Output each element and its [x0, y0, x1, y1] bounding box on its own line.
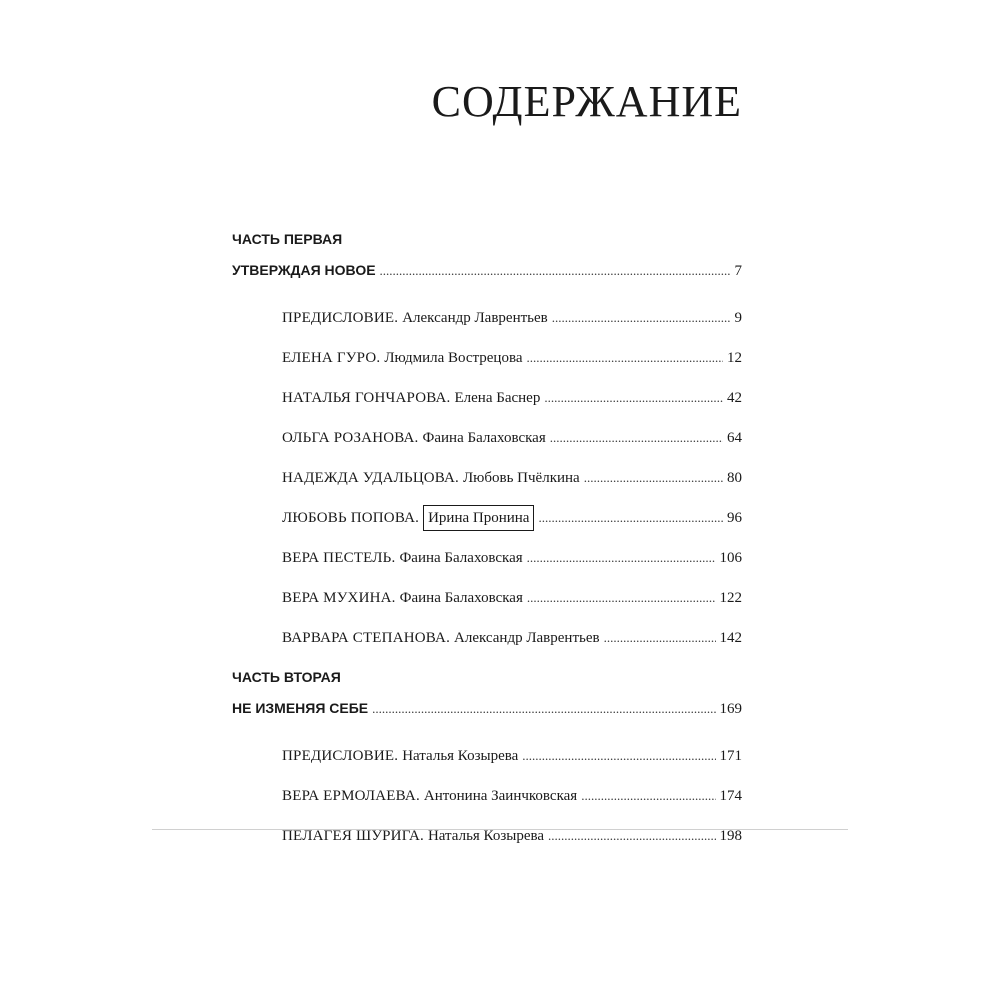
page-number: 174	[719, 788, 742, 804]
toc-entry[interactable]	[282, 338, 742, 378]
toc-entry[interactable]	[282, 618, 742, 658]
part-two	[232, 662, 742, 856]
toc-entry[interactable]	[282, 298, 742, 338]
toc-entry[interactable]	[282, 578, 742, 618]
entry-author-selected[interactable]: Ирина Пронина	[423, 505, 534, 531]
page-number: 106	[719, 550, 742, 566]
entry-author: Фаина Балаховская	[422, 430, 546, 446]
entry-author: Антонина Заинчковская	[423, 788, 578, 804]
dot-leader	[548, 816, 715, 856]
page-number: 9	[734, 310, 742, 326]
page-number: 198	[719, 828, 742, 844]
entry-author: Людмила Вострецова	[384, 350, 523, 366]
dot-leader	[380, 255, 731, 286]
dot-leader	[538, 498, 723, 538]
page-number: 169	[719, 701, 742, 717]
page-number: 142	[719, 630, 742, 646]
toc-entry[interactable]	[282, 418, 742, 458]
entry-title: ПЕЛАГЕЯ ШУРИГА.	[282, 828, 424, 844]
dot-leader	[584, 458, 723, 498]
entry-author: Наталья Козырева	[427, 828, 545, 844]
page-number: 12	[727, 350, 742, 366]
entry-title: ВЕРА МУХИНА.	[282, 590, 396, 606]
entry-title: ПРЕДИСЛОВИЕ.	[282, 310, 399, 326]
part-subtitle: УТВЕРЖДАЯ НОВОЕ	[232, 262, 376, 278]
table-of-contents	[232, 224, 742, 856]
entry-author: Фаина Балаховская	[399, 550, 523, 566]
entry-author: Наталья Козырева	[402, 748, 519, 764]
entry-author: Елена Баснер	[454, 390, 541, 406]
entry-title: ЕЛЕНА ГУРО.	[282, 350, 381, 366]
part-one	[232, 224, 742, 658]
page-divider	[152, 829, 848, 830]
toc-entry[interactable]	[282, 458, 742, 498]
dot-leader	[544, 378, 723, 418]
part-title-row[interactable]	[232, 693, 742, 724]
dot-leader	[550, 418, 723, 458]
toc-entry[interactable]	[282, 538, 742, 578]
toc-entry[interactable]	[282, 776, 742, 816]
page-number: 96	[727, 510, 742, 526]
dot-leader	[527, 338, 724, 378]
toc-entry[interactable]	[282, 736, 742, 776]
toc-entry[interactable]	[282, 498, 742, 538]
page-number: 80	[727, 470, 742, 486]
part-heading: ЧАСТЬ ПЕРВАЯ	[232, 231, 343, 247]
page-number: 42	[727, 390, 742, 406]
page-number: 171	[719, 748, 742, 764]
toc-entry[interactable]	[282, 378, 742, 418]
part-subtitle: НЕ ИЗМЕНЯЯ СЕБЕ	[232, 700, 369, 716]
entry-title: НАДЕЖДА УДАЛЬЦОВА.	[282, 470, 459, 486]
dot-leader	[581, 776, 715, 816]
toc-entry[interactable]	[282, 816, 742, 856]
page-number: 122	[719, 590, 742, 606]
part-heading: ЧАСТЬ ВТОРАЯ	[232, 669, 341, 685]
entry-title: ВАРВАРА СТЕПАНОВА.	[282, 630, 451, 646]
dot-leader	[522, 736, 715, 776]
page-title: СОДЕРЖАНИЕ	[431, 77, 742, 126]
dot-leader	[372, 693, 715, 724]
entry-author: Любовь Пчёлкина	[462, 470, 580, 486]
part-title-row[interactable]	[232, 255, 742, 286]
entry-author: Александр Лаврентьев	[402, 310, 548, 326]
entry-title: ЛЮБОВЬ ПОПОВА.	[282, 510, 420, 526]
page-number: 7	[734, 263, 742, 279]
entry-title: ПРЕДИСЛОВИЕ.	[282, 748, 399, 764]
entry-title: НАТАЛЬЯ ГОНЧАРОВА.	[282, 390, 451, 406]
entry-title: ВЕРА ЕРМОЛАЕВА.	[282, 788, 420, 804]
entry-author: Фаина Балаховская	[399, 590, 523, 606]
dot-leader	[527, 578, 716, 618]
dot-leader	[604, 618, 716, 658]
page-number: 64	[727, 430, 742, 446]
entry-author: Александр Лаврентьев	[454, 630, 600, 646]
dot-leader	[552, 298, 731, 338]
entry-title: ВЕРА ПЕСТЕЛЬ.	[282, 550, 396, 566]
entry-title: ОЛЬГА РОЗАНОВА.	[282, 430, 419, 446]
dot-leader	[527, 538, 716, 578]
